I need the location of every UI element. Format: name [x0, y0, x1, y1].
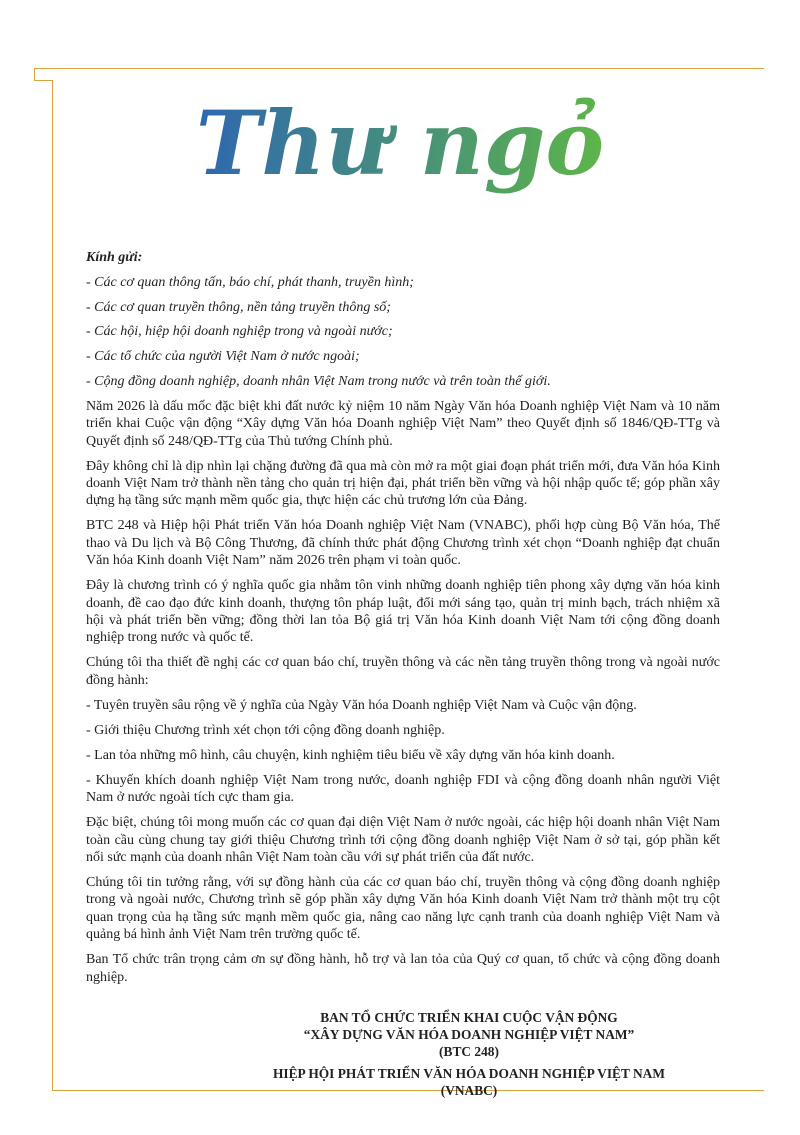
body-paragraph: Đây là chương trình có ý nghĩa quốc gia nhằm tôn vinh những doanh nghiệp tiên phong xây dựng văn hóa kinh doanh, đề cao đạo đức kinh doanh, thượng tôn pháp luật, đổi mới sáng tạo, quản trị minh bạch, trách nhiệm xã hội và phát triển bền vững; đồng thời lan tỏa Bộ giá trị Văn hóa Kinh doanh Việt Nam tới cộng đồng doanh nghiệp trong nước và quốc tế.	[86, 578, 720, 646]
body-list-item: - Lan tỏa những mô hình, câu chuyện, kinh nghiệm tiêu biểu về xây dựng văn hóa kinh doanh.	[86, 747, 615, 763]
title-area	[0, 88, 800, 200]
letter-content	[86, 249, 720, 1104]
frame-top-inner-line	[34, 80, 52, 81]
signature-org-btc248	[218, 1009, 720, 1060]
recipient-item: - Cộng đồng doanh nghiệp, doanh nhân Việt Nam trong nước và trên toàn thế giới.	[86, 373, 551, 389]
body-paragraph: Chúng tôi tha thiết đề nghị các cơ quan báo chí, truyền thông và các nền tảng truyền thông trong và ngoài nước đồng hành:	[86, 655, 720, 688]
letter-body	[86, 398, 720, 986]
signature-abbr: (VNABC)	[440, 1083, 498, 1099]
page-title: Thư ngỏ	[195, 91, 605, 195]
salutation-lead: Kính gửi:	[86, 250, 143, 265]
body-paragraph: Đây không chỉ là dịp nhìn lại chặng đường đã qua mà còn mở ra một giai đoạn phát triển mới, đưa Văn hóa Kinh doanh Việt Nam trở thành nền tảng cho quản trị hiện đại, phát triển bền vững và hội nhập quốc tế; góp phần xây dựng hạ tầng sức mạnh mềm quốc gia, thực hiện các chủ trương lớn của Đảng.	[86, 458, 720, 509]
frame-left-line	[52, 80, 53, 1090]
recipient-item: - Các cơ quan truyền thông, nền tảng truyền thông số;	[86, 299, 391, 315]
body-list-item: - Tuyên truyền sâu rộng về ý nghĩa của Ngày Văn hóa Doanh nghiệp Việt Nam và Cuộc vận động.	[86, 697, 637, 713]
signature-line: “XÂY DỰNG VĂN HÓA DOANH NGHIỆP VIỆT NAM”	[303, 1027, 635, 1043]
body-paragraph: Năm 2026 là dấu mốc đặc biệt khi đất nước kỷ niệm 10 năm Ngày Văn hóa Doanh nghiệp Việt Nam và 10 năm triển khai Cuộc vận động “Xây dựng Văn hóa Doanh nghiệp Việt Nam” theo Quyết định số 1846/QĐ-TTg và Quyết định số 248/QĐ-TTg của Thủ tướng Chính phủ.	[86, 398, 720, 449]
signature-block	[218, 1009, 720, 1099]
recipient-item: - Các cơ quan thông tấn, báo chí, phát thanh, truyền hình;	[86, 274, 414, 290]
signature-line: BAN TỔ CHỨC TRIỂN KHAI CUỘC VẬN ĐỘNG	[320, 1010, 618, 1026]
body-paragraph: Ban Tổ chức trân trọng cảm ơn sự đồng hành, hỗ trợ và lan tỏa của Quý cơ quan, tổ chức và cộng đồng doanh nghiệp.	[86, 952, 720, 985]
body-paragraph: Đặc biệt, chúng tôi mong muốn các cơ quan đại diện Việt Nam ở nước ngoài, các hiệp hội doanh nhân Việt Nam toàn cầu cùng chung tay giới thiệu Chương trình tới cộng đồng doanh nghiệp Việt Nam ở sở tại, góp phần kết nối sức mạnh của doanh nhân Việt Nam toàn cầu với sự phát triển của đất nước.	[86, 815, 720, 866]
body-paragraph: Chúng tôi tin tưởng rằng, với sự đồng hành của các cơ quan báo chí, truyền thông và cộng đồng doanh nghiệp trong và ngoài nước, Chương trình sẽ góp phần xây dựng Văn hóa Kinh doanh Việt Nam trở thành một trụ cột quan trọng của hạ tầng sức mạnh mềm quốc gia, nâng cao năng lực cạnh tranh của doanh nghiệp Việt Nam và quảng bá hình ảnh Việt Nam trên trường quốc tế.	[86, 875, 720, 943]
body-paragraph: BTC 248 và Hiệp hội Phát triển Văn hóa Doanh nghiệp Việt Nam (VNABC), phối hợp cùng Bộ Văn hóa, Thể thao và Du lịch và Bộ Công Thương, đã chính thức phát động Chương trình xét chọn “Doanh nghiệp đạt chuẩn Văn hóa Kinh doanh Việt Nam” năm 2026 trên phạm vi toàn quốc.	[86, 518, 720, 569]
body-list-item: - Giới thiệu Chương trình xét chọn tới cộng đồng doanh nghiệp.	[86, 722, 445, 738]
signature-abbr: (BTC 248)	[439, 1044, 499, 1060]
recipient-item: - Các hội, hiệp hội doanh nghiệp trong và ngoài nước;	[86, 324, 393, 340]
title-svg	[0, 88, 800, 200]
salutation	[86, 249, 720, 390]
frame-top-line	[34, 68, 764, 69]
signature-line: HIỆP HỘI PHÁT TRIỂN VĂN HÓA DOANH NGHIỆP VIỆT NAM	[273, 1066, 665, 1082]
signature-org-vnabc	[218, 1065, 720, 1099]
body-list-item: - Khuyến khích doanh nghiệp Việt Nam trong nước, doanh nghiệp FDI và cộng đồng doanh nhân người Việt Nam ở nước ngoài tích cực tham gia.	[86, 772, 720, 806]
recipient-item: - Các tổ chức của người Việt Nam ở nước ngoài;	[86, 349, 360, 365]
frame-left-outer-line	[34, 68, 35, 80]
